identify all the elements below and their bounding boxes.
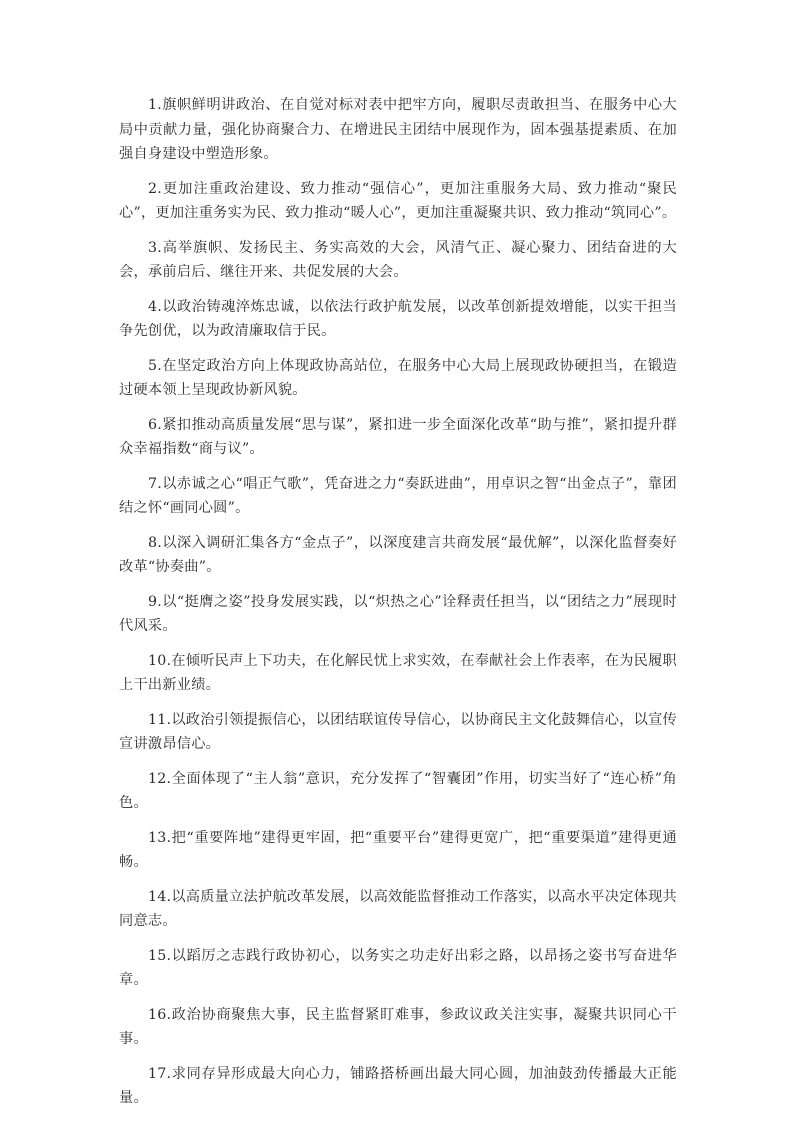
paragraph-10: 10.在倾听民声上下功夫，在化解民忧上求实效，在奉献社会上作表率，在为民履职上干出新业绩。 <box>119 652 677 693</box>
paragraph-9: 9.以“挺膺之姿”投身发展实践，以“炽热之心”诠释责任担当，以“团结之力”展现时代风采。 <box>119 593 677 634</box>
paragraph-2: 2.更加注重政治建设、致力推动“强信心”，更加注重服务大局、致力推动“聚民心”，更加注重务实为民、致力推动“暖人心”，更加注重凝聚共识、致力推动“筑同心”。 <box>119 180 677 221</box>
paragraph-6: 6.紧扣推动高质量发展“思与谋”，紧扣进一步全面深化改革“助与推”，紧扣提升群众幸福指数“商与议”。 <box>119 416 677 457</box>
document-body <box>119 93 677 1121</box>
paragraph-11: 11.以政治引领提振信心，以团结联谊传导信心，以协商民主文化鼓舞信心，以宣传宣讲激昂信心。 <box>119 711 677 752</box>
paragraph-1: 1.旗帜鲜明讲政治、在自觉对标对表中把牢方向，履职尽责敢担当、在服务中心大局中贡献力量，强化协商聚合力、在增进民主团结中展现作为，固本强基提素质、在加强自身建设中塑造形象。 <box>119 97 677 162</box>
paragraph-5: 5.在坚定政治方向上体现政协高站位，在服务中心大局上展现政协硬担当，在锻造过硬本领上呈现政协新风貌。 <box>119 357 677 398</box>
paragraph-15: 15.以蹈厉之志践行政协初心，以务实之功走好出彩之路，以昂扬之姿书写奋进华章。 <box>119 947 677 988</box>
paragraph-16: 16.政治协商聚焦大事，民主监督紧盯难事，参政议政关注实事，凝聚共识同心干事。 <box>119 1006 677 1047</box>
paragraph-7: 7.以赤诚之心“唱正气歌”，凭奋进之力“奏跃进曲”，用卓识之智“出金点子”，靠团结之怀“画同心圆”。 <box>119 475 677 516</box>
paragraph-17: 17.求同存异形成最大向心力，铺路搭桥画出最大同心圆，加油鼓劲传播最大正能量。 <box>119 1065 677 1106</box>
paragraph-14: 14.以高质量立法护航改革发展，以高效能监督推动工作落实，以高水平决定体现共同意志。 <box>119 888 677 929</box>
paragraph-12: 12.全面体现了“主人翁”意识，充分发挥了“智囊团”作用，切实当好了“连心桥”角色。 <box>119 770 677 811</box>
paragraph-13: 13.把“重要阵地”建得更牢固，把“重要平台”建得更宽广，把“重要渠道”建得更通畅。 <box>119 829 677 870</box>
paragraph-8: 8.以深入调研汇集各方“金点子”，以深度建言共商发展“最优解”，以深化监督奏好改革“协奏曲”。 <box>119 534 677 575</box>
paragraph-4: 4.以政治铸魂淬炼忠诚，以依法行政护航发展，以改革创新提效增能，以实干担当争先创优，以为政清廉取信于民。 <box>119 298 677 339</box>
paragraph-3: 3.高举旗帜、发扬民主、务实高效的大会，风清气正、凝心聚力、团结奋进的大会，承前启后、继往开来、共促发展的大会。 <box>119 239 677 280</box>
